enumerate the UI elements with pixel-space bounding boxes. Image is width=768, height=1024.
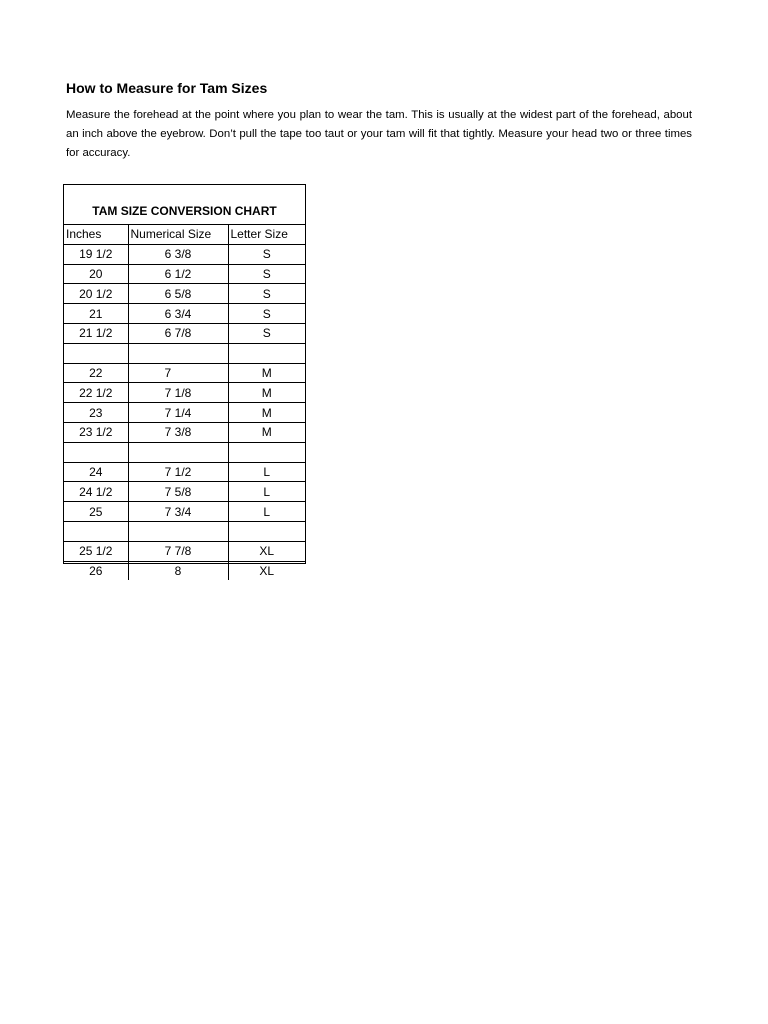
cell-numerical-size: 6 5/8	[128, 284, 228, 304]
table-row	[64, 383, 305, 403]
table-body	[64, 244, 305, 580]
table-row	[64, 462, 305, 482]
cell-numerical-size: 6 3/8	[128, 244, 228, 264]
cell-numerical-size: 6 3/4	[128, 304, 228, 324]
cell-letter-size: S	[228, 304, 305, 324]
cell-inches	[64, 521, 128, 541]
table-row	[64, 422, 305, 442]
table-row-spacer	[64, 343, 305, 363]
cell-numerical-size: 7	[128, 363, 228, 383]
chart-title: TAM SIZE CONVERSION CHART	[64, 185, 305, 225]
table-row-spacer	[64, 521, 305, 541]
cell-letter-size	[228, 521, 305, 541]
tam-size-conversion-chart	[63, 184, 306, 578]
cell-inches: 20 1/2	[64, 284, 128, 304]
table-row-spacer	[64, 442, 305, 462]
cell-letter-size: L	[228, 462, 305, 482]
cell-numerical-size: 8	[128, 561, 228, 580]
table-row	[64, 482, 305, 502]
cell-inches: 19 1/2	[64, 244, 128, 264]
header-inches: Inches	[64, 225, 128, 244]
table-row	[64, 561, 305, 580]
cell-letter-size: S	[228, 244, 305, 264]
page-heading: How to Measure for Tam Sizes	[66, 80, 268, 96]
cell-inches: 20	[64, 264, 128, 284]
header-numerical-size: Numerical Size	[128, 225, 228, 244]
cell-letter-size: S	[228, 323, 305, 343]
cell-inches: 21 1/2	[64, 323, 128, 343]
cell-numerical-size: 6 1/2	[128, 264, 228, 284]
measuring-instructions: Measure the forehead at the point where you plan to wear the tam. This is usually at the widest part of the forehead, about an inch above the eyebrow. Don’t pull the tape too taut or your tam will fit that tightly. Measure your head two or three times for accuracy.	[66, 109, 692, 159]
cell-numerical-size: 7 1/4	[128, 403, 228, 423]
cell-letter-size: S	[228, 264, 305, 284]
size-table	[64, 225, 305, 580]
cell-letter-size: M	[228, 422, 305, 442]
cell-numerical-size: 7 5/8	[128, 482, 228, 502]
cell-inches: 22	[64, 363, 128, 383]
table-row	[64, 363, 305, 383]
cell-inches: 22 1/2	[64, 383, 128, 403]
cell-numerical-size: 7 1/2	[128, 462, 228, 482]
cell-letter-size: S	[228, 284, 305, 304]
cell-inches: 25 1/2	[64, 541, 128, 561]
cell-inches	[64, 442, 128, 462]
cell-numerical-size: 7 1/8	[128, 383, 228, 403]
cell-numerical-size: 6 7/8	[128, 323, 228, 343]
cell-inches: 21	[64, 304, 128, 324]
table-row	[64, 284, 305, 304]
cell-letter-size: M	[228, 363, 305, 383]
cell-letter-size	[228, 343, 305, 363]
cell-inches: 24 1/2	[64, 482, 128, 502]
cell-letter-size: L	[228, 502, 305, 522]
cell-letter-size: XL	[228, 541, 305, 561]
table-row	[64, 264, 305, 284]
table-row	[64, 502, 305, 522]
table-row	[64, 323, 305, 343]
cell-inches: 23	[64, 403, 128, 423]
cell-numerical-size: 7 7/8	[128, 541, 228, 561]
cell-numerical-size	[128, 343, 228, 363]
cell-inches: 23 1/2	[64, 422, 128, 442]
table-header-row	[64, 225, 305, 244]
cell-letter-size: XL	[228, 561, 305, 580]
table-row	[64, 541, 305, 561]
cell-letter-size: L	[228, 482, 305, 502]
cell-inches: 25	[64, 502, 128, 522]
table-row	[64, 244, 305, 264]
cell-numerical-size: 7 3/4	[128, 502, 228, 522]
cell-numerical-size: 7 3/8	[128, 422, 228, 442]
table-row	[64, 403, 305, 423]
cell-letter-size: M	[228, 383, 305, 403]
cell-numerical-size	[128, 521, 228, 541]
table-row	[64, 304, 305, 324]
cell-inches: 24	[64, 462, 128, 482]
header-letter-size: Letter Size	[230, 227, 288, 242]
cell-inches	[64, 343, 128, 363]
cell-letter-size	[228, 442, 305, 462]
cell-letter-size: M	[228, 403, 305, 423]
cell-numerical-size	[128, 442, 228, 462]
cell-inches: 26	[64, 561, 128, 580]
